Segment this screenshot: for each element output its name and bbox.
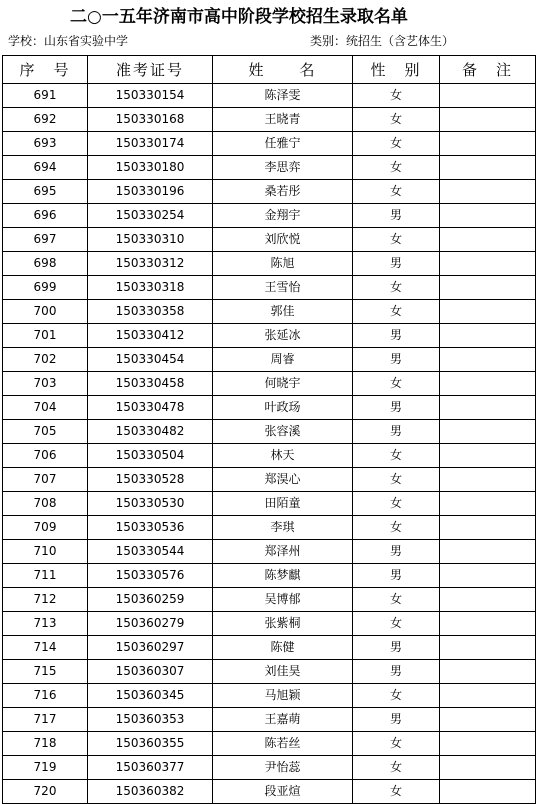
cell-number: 695 xyxy=(3,180,88,204)
cell-exam-id: 150330536 xyxy=(88,516,213,540)
cell-exam-id: 150330154 xyxy=(88,84,213,108)
cell-remarks xyxy=(440,564,536,588)
cell-gender: 男 xyxy=(353,540,440,564)
cell-name: 金翔宇 xyxy=(213,204,353,228)
cell-exam-id: 150330528 xyxy=(88,468,213,492)
cell-name: 叶政玚 xyxy=(213,396,353,420)
cell-gender: 男 xyxy=(353,420,440,444)
cell-name: 李思弈 xyxy=(213,156,353,180)
document-title: 二○一五年济南市高中阶段学校招生录取名单 xyxy=(70,7,408,27)
table-row xyxy=(3,540,536,564)
table-row xyxy=(3,324,536,348)
table-row xyxy=(3,612,536,636)
cell-gender: 女 xyxy=(353,300,440,324)
cell-remarks xyxy=(440,276,536,300)
cell-exam-id: 150330196 xyxy=(88,180,213,204)
cell-number: 710 xyxy=(3,540,88,564)
table-row xyxy=(3,396,536,420)
table-row xyxy=(3,444,536,468)
cell-number: 706 xyxy=(3,444,88,468)
cell-exam-id: 150360307 xyxy=(88,660,213,684)
cell-exam-id: 150330576 xyxy=(88,564,213,588)
table-row xyxy=(3,732,536,756)
cell-number: 691 xyxy=(3,84,88,108)
cell-name: 段亚煊 xyxy=(213,780,353,804)
cell-exam-id: 150360279 xyxy=(88,612,213,636)
cell-name: 何晓宇 xyxy=(213,372,353,396)
cell-exam-id: 150330454 xyxy=(88,348,213,372)
cell-name: 王雪怡 xyxy=(213,276,353,300)
cell-name: 田陌童 xyxy=(213,492,353,516)
table-row xyxy=(3,564,536,588)
cell-name: 吴博郁 xyxy=(213,588,353,612)
cell-remarks xyxy=(440,732,536,756)
cell-number: 718 xyxy=(3,732,88,756)
cell-number: 711 xyxy=(3,564,88,588)
cell-number: 717 xyxy=(3,708,88,732)
column-header-exam-id: 准考证号 xyxy=(88,56,213,84)
cell-remarks xyxy=(440,372,536,396)
cell-name: 王嘉萌 xyxy=(213,708,353,732)
column-header-gender: 性 别 xyxy=(353,56,440,84)
cell-exam-id: 150330358 xyxy=(88,300,213,324)
table-header-row xyxy=(3,56,536,84)
cell-gender: 女 xyxy=(353,108,440,132)
table-row xyxy=(3,660,536,684)
table-row xyxy=(3,204,536,228)
cell-number: 700 xyxy=(3,300,88,324)
cell-exam-id: 150330478 xyxy=(88,396,213,420)
cell-gender: 男 xyxy=(353,204,440,228)
cell-remarks xyxy=(440,444,536,468)
table-row xyxy=(3,492,536,516)
cell-gender: 女 xyxy=(353,180,440,204)
cell-remarks xyxy=(440,180,536,204)
cell-exam-id: 150330312 xyxy=(88,252,213,276)
cell-remarks xyxy=(440,636,536,660)
cell-exam-id: 150360382 xyxy=(88,780,213,804)
table-body xyxy=(3,84,536,804)
table-row xyxy=(3,756,536,780)
cell-exam-id: 150330482 xyxy=(88,420,213,444)
table-row xyxy=(3,252,536,276)
cell-exam-id: 150360355 xyxy=(88,732,213,756)
cell-name: 张容溪 xyxy=(213,420,353,444)
cell-gender: 女 xyxy=(353,492,440,516)
cell-gender: 女 xyxy=(353,780,440,804)
cell-remarks xyxy=(440,420,536,444)
table-row xyxy=(3,276,536,300)
cell-remarks xyxy=(440,204,536,228)
column-header-remarks: 备 注 xyxy=(440,56,536,84)
cell-gender: 男 xyxy=(353,708,440,732)
cell-number: 707 xyxy=(3,468,88,492)
cell-exam-id: 150330180 xyxy=(88,156,213,180)
cell-gender: 女 xyxy=(353,588,440,612)
table-row xyxy=(3,156,536,180)
cell-remarks xyxy=(440,684,536,708)
table-row xyxy=(3,684,536,708)
cell-exam-id: 150330544 xyxy=(88,540,213,564)
cell-name: 陈健 xyxy=(213,636,353,660)
cell-remarks xyxy=(440,612,536,636)
cell-gender: 男 xyxy=(353,324,440,348)
cell-gender: 男 xyxy=(353,660,440,684)
cell-remarks xyxy=(440,780,536,804)
cell-remarks xyxy=(440,756,536,780)
cell-gender: 女 xyxy=(353,84,440,108)
cell-exam-id: 150360345 xyxy=(88,684,213,708)
table-row xyxy=(3,228,536,252)
cell-name: 马旭颖 xyxy=(213,684,353,708)
cell-exam-id: 150330168 xyxy=(88,108,213,132)
cell-number: 709 xyxy=(3,516,88,540)
cell-gender: 女 xyxy=(353,276,440,300)
cell-name: 王晓青 xyxy=(213,108,353,132)
school-label: 学校：山东省实验中学 xyxy=(8,34,129,48)
cell-remarks xyxy=(440,492,536,516)
table-row xyxy=(3,84,536,108)
cell-name: 张延冰 xyxy=(213,324,353,348)
table-row xyxy=(3,132,536,156)
cell-gender: 女 xyxy=(353,132,440,156)
cell-gender: 男 xyxy=(353,636,440,660)
cell-remarks xyxy=(440,396,536,420)
cell-exam-id: 150330174 xyxy=(88,132,213,156)
cell-name: 郑淏心 xyxy=(213,468,353,492)
table-row xyxy=(3,708,536,732)
cell-number: 716 xyxy=(3,684,88,708)
cell-remarks xyxy=(440,300,536,324)
cell-name: 任雅宁 xyxy=(213,132,353,156)
cell-remarks xyxy=(440,108,536,132)
cell-number: 701 xyxy=(3,324,88,348)
cell-name: 刘佳昊 xyxy=(213,660,353,684)
column-header-name: 姓 名 xyxy=(213,56,353,84)
cell-remarks xyxy=(440,324,536,348)
cell-name: 李琪 xyxy=(213,516,353,540)
cell-remarks xyxy=(440,588,536,612)
table-row xyxy=(3,588,536,612)
cell-gender: 女 xyxy=(353,228,440,252)
cell-exam-id: 150360377 xyxy=(88,756,213,780)
cell-number: 720 xyxy=(3,780,88,804)
cell-remarks xyxy=(440,156,536,180)
cell-exam-id: 150360297 xyxy=(88,636,213,660)
cell-gender: 女 xyxy=(353,468,440,492)
cell-exam-id: 150330458 xyxy=(88,372,213,396)
cell-name: 陈若丝 xyxy=(213,732,353,756)
table-row xyxy=(3,420,536,444)
cell-exam-id: 150330504 xyxy=(88,444,213,468)
cell-number: 704 xyxy=(3,396,88,420)
cell-exam-id: 150330318 xyxy=(88,276,213,300)
cell-exam-id: 150330254 xyxy=(88,204,213,228)
table-row xyxy=(3,516,536,540)
table-row xyxy=(3,468,536,492)
cell-name: 周睿 xyxy=(213,348,353,372)
cell-gender: 女 xyxy=(353,732,440,756)
cell-exam-id: 150330412 xyxy=(88,324,213,348)
cell-exam-id: 150330530 xyxy=(88,492,213,516)
category-label: 类别：统招生（含艺体生） xyxy=(310,34,455,48)
cell-remarks xyxy=(440,348,536,372)
cell-name: 刘欣悦 xyxy=(213,228,353,252)
cell-remarks xyxy=(440,516,536,540)
table-row xyxy=(3,300,536,324)
cell-name: 陈梦麒 xyxy=(213,564,353,588)
cell-gender: 女 xyxy=(353,612,440,636)
cell-number: 714 xyxy=(3,636,88,660)
cell-remarks xyxy=(440,660,536,684)
cell-number: 699 xyxy=(3,276,88,300)
cell-number: 719 xyxy=(3,756,88,780)
cell-number: 696 xyxy=(3,204,88,228)
cell-number: 705 xyxy=(3,420,88,444)
cell-remarks xyxy=(440,252,536,276)
cell-name: 陈旭 xyxy=(213,252,353,276)
cell-remarks xyxy=(440,132,536,156)
cell-number: 702 xyxy=(3,348,88,372)
cell-gender: 女 xyxy=(353,444,440,468)
cell-name: 尹怡蕊 xyxy=(213,756,353,780)
table-row xyxy=(3,636,536,660)
cell-exam-id: 150360353 xyxy=(88,708,213,732)
cell-remarks xyxy=(440,84,536,108)
admission-table xyxy=(2,55,536,804)
cell-remarks xyxy=(440,468,536,492)
column-header-number: 序 号 xyxy=(3,56,88,84)
cell-gender: 女 xyxy=(353,684,440,708)
cell-number: 713 xyxy=(3,612,88,636)
cell-gender: 女 xyxy=(353,516,440,540)
cell-number: 698 xyxy=(3,252,88,276)
cell-gender: 男 xyxy=(353,348,440,372)
cell-remarks xyxy=(440,540,536,564)
cell-number: 692 xyxy=(3,108,88,132)
cell-exam-id: 150330310 xyxy=(88,228,213,252)
cell-gender: 男 xyxy=(353,564,440,588)
table-row xyxy=(3,348,536,372)
table-row xyxy=(3,108,536,132)
cell-remarks xyxy=(440,708,536,732)
table-row xyxy=(3,180,536,204)
table-row xyxy=(3,372,536,396)
cell-gender: 男 xyxy=(353,396,440,420)
cell-number: 697 xyxy=(3,228,88,252)
cell-name: 郭佳 xyxy=(213,300,353,324)
cell-remarks xyxy=(440,228,536,252)
cell-name: 张紫桐 xyxy=(213,612,353,636)
cell-name: 林天 xyxy=(213,444,353,468)
cell-number: 703 xyxy=(3,372,88,396)
cell-number: 708 xyxy=(3,492,88,516)
cell-gender: 女 xyxy=(353,156,440,180)
cell-gender: 男 xyxy=(353,252,440,276)
cell-name: 郑泽州 xyxy=(213,540,353,564)
cell-name: 桑若彤 xyxy=(213,180,353,204)
cell-number: 715 xyxy=(3,660,88,684)
cell-number: 712 xyxy=(3,588,88,612)
cell-number: 693 xyxy=(3,132,88,156)
cell-number: 694 xyxy=(3,156,88,180)
cell-exam-id: 150360259 xyxy=(88,588,213,612)
table-row xyxy=(3,780,536,804)
cell-name: 陈泽雯 xyxy=(213,84,353,108)
cell-gender: 女 xyxy=(353,372,440,396)
cell-gender: 女 xyxy=(353,756,440,780)
